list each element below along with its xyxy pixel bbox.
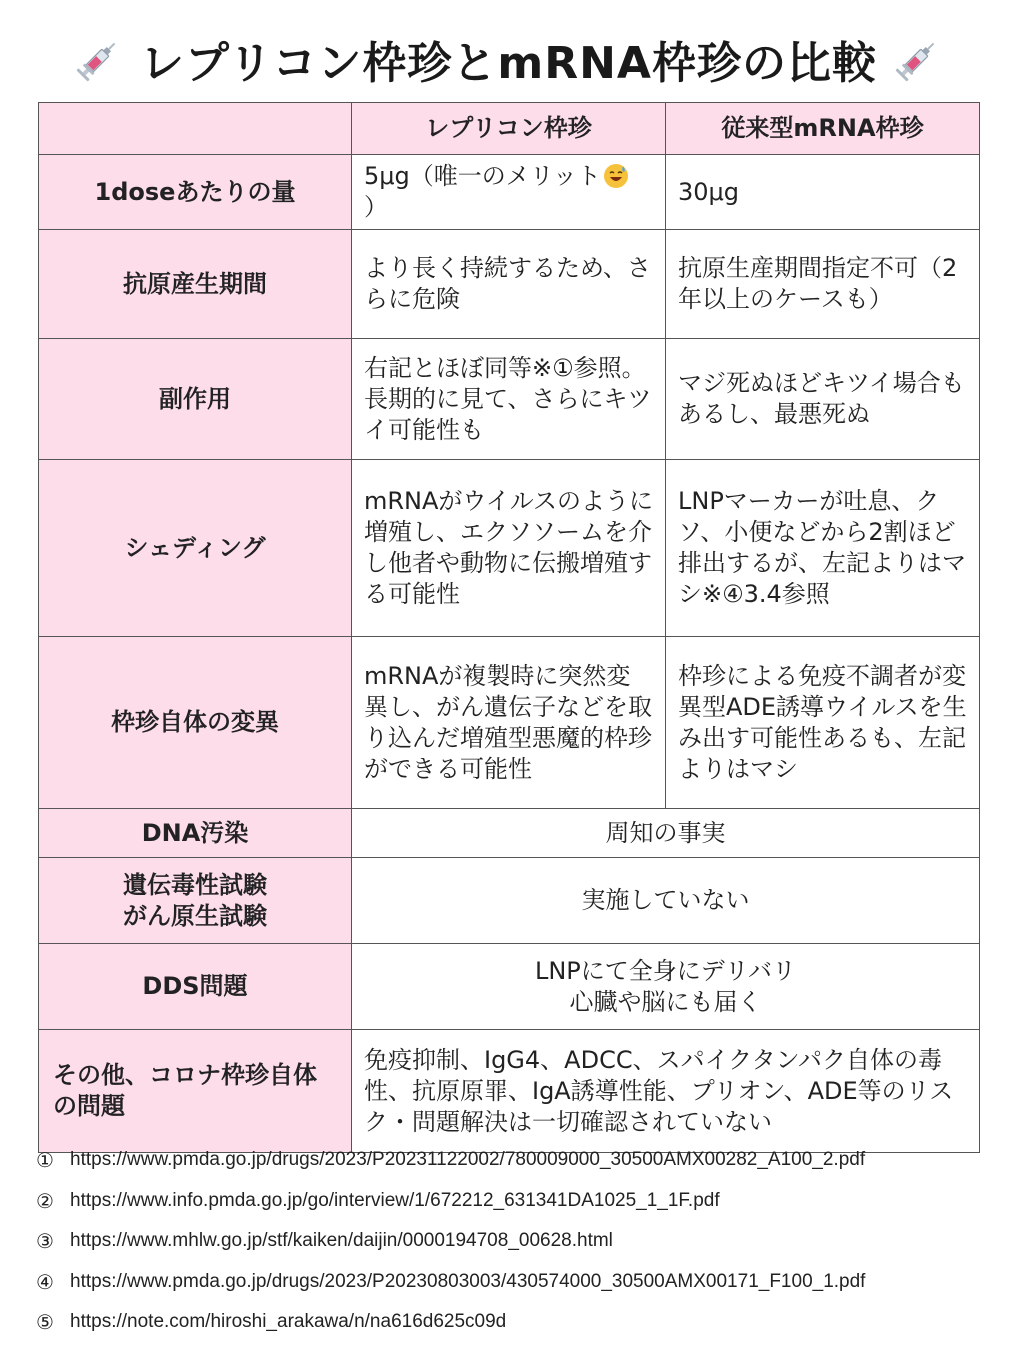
- references-list: [36, 1140, 996, 1343]
- reference-url[interactable]: https://www.mhlw.go.jp/stf/kaiken/daijin/0000194708_00628.html: [70, 1230, 613, 1252]
- row-label: 副作用: [39, 339, 352, 460]
- header-mrna: 従来型mRNA枠珍: [666, 103, 980, 155]
- row-label: DDS問題: [39, 944, 352, 1030]
- table-row: [39, 460, 980, 637]
- merged-cell: 免疫抑制、IgG4、ADCC、スパイクタンパク自体の毒性、抗原原罪、IgA誘導性能、プリオン、ADE等のリスク・問題解決は一切確認されていない: [352, 1030, 980, 1153]
- replicon-cell: より長く持続するため、さらに危険: [352, 230, 666, 339]
- reference-number: ①: [36, 1148, 54, 1173]
- replicon-cell: mRNAがウイルスのように増殖し、エクソソームを介し他者や動物に伝搬増殖する可能性: [352, 460, 666, 637]
- replicon-cell: mRNAが複製時に突然変異し、がん遺伝子などを取り込んだ増殖型悪魔的枠珍ができる可能性: [352, 637, 666, 809]
- comparison-table: [38, 102, 980, 1153]
- header-empty: [39, 103, 352, 155]
- mrna-cell: 枠珍による免疫不調者が変異型ADE誘導ウイルスを生み出す可能性あるも、左記よりはマシ: [666, 637, 980, 809]
- reference-url[interactable]: https://www.pmda.go.jp/drugs/2023/P20231122002/780009000_30500AMX00282_A100_2.pdf: [70, 1149, 866, 1171]
- replicon-cell: [352, 155, 666, 230]
- reference-item: [36, 1302, 996, 1343]
- syringe-icon: [891, 32, 945, 86]
- reference-item: [36, 1221, 996, 1262]
- reference-url[interactable]: https://www.pmda.go.jp/drugs/2023/P20230803003/430574000_30500AMX00171_F100_1.pdf: [70, 1270, 866, 1292]
- page-title: レプリコン枠珍とmRNA枠珍の比較: [140, 38, 877, 89]
- reference-url[interactable]: https://www.info.pmda.go.jp/go/interview/1/672212_631341DA1025_1_1F.pdf: [70, 1189, 720, 1211]
- sweat-smile-emoji-icon: [603, 163, 629, 189]
- row-label: シェディング: [39, 460, 352, 637]
- reference-number: ⑤: [36, 1310, 54, 1335]
- table-row: [39, 1030, 980, 1153]
- row-label: 1doseあたりの量: [39, 155, 352, 230]
- reference-url[interactable]: https://note.com/hiroshi_arakawa/n/na616d625c09d: [70, 1311, 507, 1333]
- header-replicon: レプリコン枠珍: [352, 103, 666, 155]
- merged-cell: LNPにて全身にデリバリ 心臓や脳にも届く: [352, 944, 980, 1030]
- table-row: [39, 155, 980, 230]
- reference-item: [36, 1140, 996, 1181]
- reference-number: ③: [36, 1229, 54, 1254]
- row-label: 遺伝毒性試験 がん原生試験: [39, 858, 352, 944]
- mrna-cell: 30μg: [666, 155, 980, 230]
- mrna-cell: マジ死ぬほどキツイ場合もあるし、最悪死ぬ: [666, 339, 980, 460]
- table-row: [39, 637, 980, 809]
- reference-number: ④: [36, 1269, 54, 1294]
- row-label: DNA汚染: [39, 809, 352, 858]
- mrna-cell: 抗原生産期間指定不可（2年以上のケースも）: [666, 230, 980, 339]
- merged-cell: 周知の事実: [352, 809, 980, 858]
- dose-suffix: ）: [364, 193, 388, 221]
- replicon-cell: 右記とほぼ同等※①参照。長期的に見て、さらにキツイ可能性も: [352, 339, 666, 460]
- reference-item: [36, 1262, 996, 1303]
- table-row: [39, 230, 980, 339]
- table-header-row: [39, 103, 980, 155]
- row-label: 抗原産生期間: [39, 230, 352, 339]
- dose-text: 5μg（唯一のメリット: [364, 162, 601, 190]
- mrna-cell: LNPマーカーが吐息、クソ、小便などから2割ほど排出するが、左記よりはマシ※④3.4参照: [666, 460, 980, 637]
- merged-cell: 実施していない: [352, 858, 980, 944]
- table-row: [39, 339, 980, 460]
- row-label: 枠珍自体の変異: [39, 637, 352, 809]
- page-title-row: [0, 24, 1017, 94]
- table-row: [39, 858, 980, 944]
- table-row: [39, 809, 980, 858]
- reference-number: ②: [36, 1188, 54, 1213]
- reference-item: [36, 1181, 996, 1222]
- row-label: その他、コロナ枠珍自体の問題: [39, 1030, 352, 1153]
- table-row: [39, 944, 980, 1030]
- syringe-icon: [72, 32, 126, 86]
